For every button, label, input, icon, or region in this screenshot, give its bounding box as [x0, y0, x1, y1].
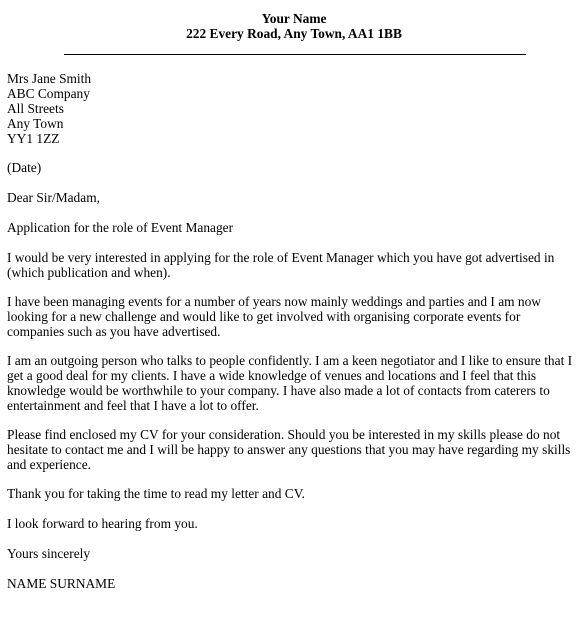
paragraph-skills [7, 353, 583, 413]
paragraph-line: looking for a new challenge and would like to get involved with organising corporate events for [7, 309, 521, 324]
recipient-line: All Streets [7, 101, 64, 116]
paragraph-line: (which publication and when). [7, 265, 171, 280]
paragraph-line: I have been managing events for a number of years now mainly weddings and parties and I am now [7, 294, 541, 309]
recipient-line: Any Town [7, 116, 64, 131]
subject-text: Application for the role of Event Manager [7, 220, 234, 235]
paragraph-line: I would be very interested in applying for the role of Event Manager which you have got advertised in [7, 250, 555, 265]
signature-text: NAME SURNAME [7, 576, 116, 591]
recipient-line: YY1 1ZZ [7, 131, 60, 146]
paragraph-line: I look forward to hearing from you. [7, 516, 198, 531]
recipient-line: ABC Company [7, 86, 90, 101]
paragraph-line: and experience. [7, 457, 92, 472]
paragraph-line: Please find enclosed my CV for your consideration. Should you be interested in my skills please do not [7, 427, 561, 442]
paragraph-cv [7, 427, 583, 472]
recipient-address [7, 71, 583, 146]
salutation-text: Dear Sir/Madam, [7, 190, 100, 205]
closing-text: Yours sincerely [7, 546, 91, 561]
recipient-line: Mrs Jane Smith [7, 71, 92, 86]
paragraph-line: companies such as you have advertised. [7, 324, 221, 339]
paragraph-line: entertainment and feel that I have a lot to offer. [7, 398, 259, 413]
paragraph-experience [7, 294, 583, 339]
paragraph-forward [7, 516, 583, 531]
letter-body [7, 71, 583, 591]
signature [7, 576, 583, 591]
salutation [7, 190, 583, 205]
paragraph-line: hesitate to contact me and I will be happy to answer any questions that you may have regarding my skills [7, 442, 571, 457]
header-divider [64, 54, 526, 55]
subject-line [7, 220, 583, 235]
paragraph-line: I am an outgoing person who talks to people confidently. I am a keen negotiator and I like to ensure that I [7, 353, 573, 368]
paragraph-line: knowledge would be worthwhile to your company. I have also made a lot of contacts from caterers to [7, 383, 550, 398]
closing [7, 546, 583, 561]
letter-date [7, 160, 583, 175]
paragraph-line: get a good deal for my clients. I have a wide knowledge of venues and locations and I feel that this [7, 368, 537, 383]
paragraph-line: Thank you for taking the time to read my letter and CV. [7, 486, 305, 501]
sender-name: Your Name [261, 11, 327, 26]
date-text: (Date) [7, 160, 42, 175]
paragraph-thanks [7, 486, 583, 501]
paragraph-intro [7, 250, 583, 280]
sender-address: 222 Every Road, Any Town, AA1 1BB [186, 26, 402, 41]
